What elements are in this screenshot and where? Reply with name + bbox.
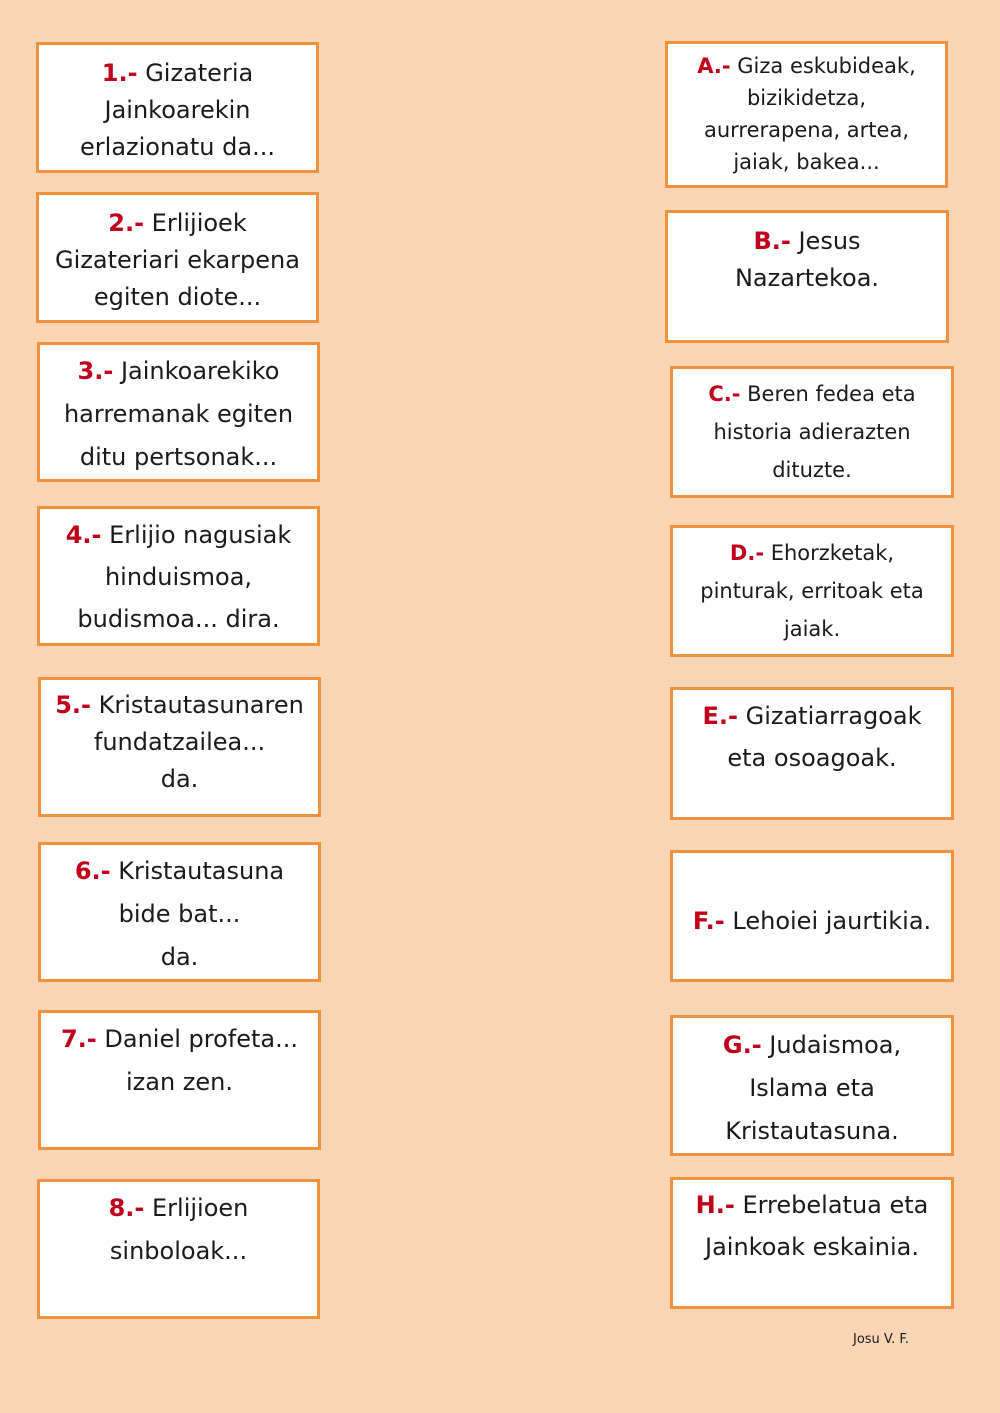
- left-card-5[interactable]: 5.- Kristautasunaren fundatzailea... da.: [38, 677, 321, 817]
- author-credit: Josu V. F.: [853, 1332, 909, 1347]
- left-card-label: 5.-: [55, 691, 91, 719]
- right-card-e[interactable]: E.- Gizatiarragoak eta osoagoak.: [670, 687, 954, 820]
- left-card-2[interactable]: 2.- Erlijioek Gizateriari ekarpena egiten diote...: [36, 192, 319, 323]
- left-card-4[interactable]: 4.- Erlijio nagusiak hinduismoa, budismoa... dira.: [37, 506, 320, 646]
- left-card-3[interactable]: 3.- Jainkoarekiko harremanak egiten ditu pertsonak...: [37, 342, 320, 482]
- right-card-label: H.-: [695, 1191, 735, 1219]
- left-card-1[interactable]: 1.- Gizateria Jainkoarekin erlazionatu da...: [36, 42, 319, 173]
- right-card-label: D.-: [729, 541, 765, 565]
- right-card-label: E.-: [702, 702, 738, 730]
- left-card-label: 2.-: [108, 209, 145, 237]
- left-card-label: 6.-: [74, 857, 111, 885]
- left-card-6[interactable]: 6.- Kristautasuna bide bat... da.: [38, 842, 321, 982]
- left-card-8[interactable]: 8.- Erlijioen sinboloak...: [37, 1179, 320, 1319]
- left-card-7[interactable]: 7.- Daniel profeta... izan zen.: [38, 1010, 321, 1150]
- right-card-label: A.-: [697, 54, 731, 78]
- right-card-f[interactable]: F.- Lehoiei jaurtikia.: [670, 850, 954, 982]
- right-card-label: G.-: [722, 1031, 762, 1059]
- right-card-label: C.-: [708, 382, 741, 406]
- left-card-label: 4.-: [65, 521, 102, 549]
- right-card-h[interactable]: H.- Errebelatua eta Jainkoak eskainia.: [670, 1177, 954, 1309]
- left-card-label: 1.-: [101, 59, 138, 87]
- right-card-g[interactable]: G.- Judaismoa, Islama eta Kristautasuna.: [670, 1015, 954, 1156]
- right-card-label: F.-: [692, 907, 725, 935]
- left-card-label: 7.-: [60, 1025, 97, 1053]
- left-card-label: 3.-: [77, 357, 114, 385]
- right-card-a[interactable]: A.- Giza eskubideak, bizikidetza, aurrerapena, artea, jaiak, bakea...: [665, 41, 948, 188]
- right-card-b[interactable]: B.- Jesus Nazartekoa.: [665, 210, 949, 343]
- left-card-label: 8.-: [108, 1194, 145, 1222]
- right-card-label: B.-: [753, 227, 791, 255]
- right-card-d[interactable]: D.- Ehorzketak, pinturak, erritoak eta jaiak.: [670, 525, 954, 657]
- right-card-c[interactable]: C.- Beren fedea eta historia adierazten dituzte.: [670, 366, 954, 498]
